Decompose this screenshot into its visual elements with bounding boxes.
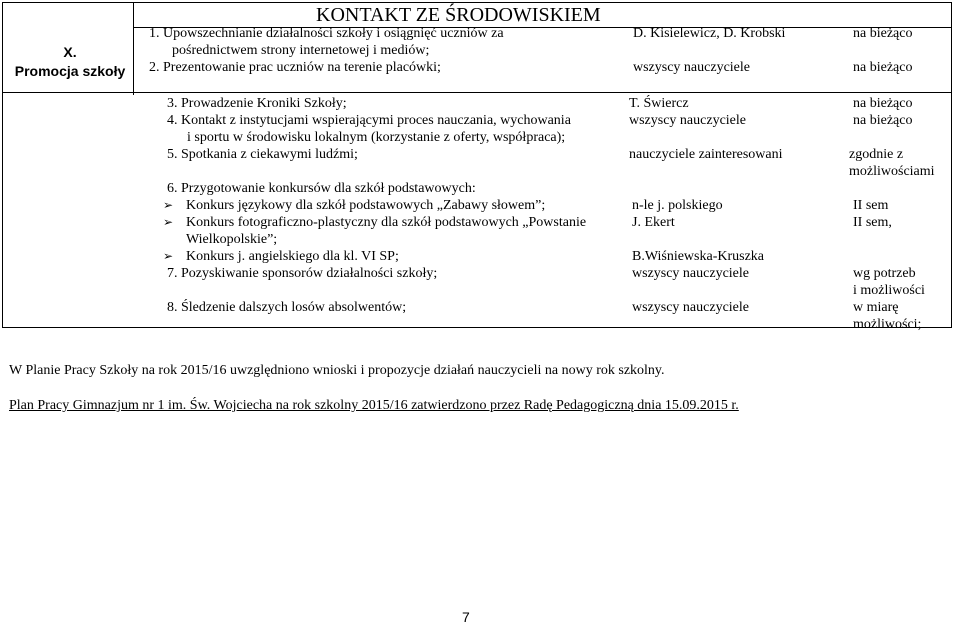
responsible-1: D. Kisielewicz, D. Krobski: [633, 26, 786, 41]
task-6-item-1: [163, 197, 545, 214]
section-number: X.: [63, 44, 77, 60]
task-4-line-1: 4. Kontakt z instytucjami wspierającymi proces nauczania, wychowania: [167, 113, 571, 128]
task-3: 3. Prowadzenie Kroniki Szkoły;: [167, 96, 347, 111]
task-6-heading: 6. Przygotowanie konkursów dla szkół podstawowych:: [167, 181, 476, 196]
task-5: 5. Spotkania z ciekawymi ludźmi;: [167, 147, 358, 162]
section-title-row: [3, 3, 954, 27]
term-3: na bieżąco: [853, 96, 913, 111]
arrow-bullet-icon: ➢: [163, 249, 174, 263]
responsible-6-2: J. Ekert: [632, 215, 675, 230]
task-4-line-2: i sportu w środowisku lokalnym (korzystanie z oferty, współpraca);: [187, 130, 566, 145]
responsible-6-1: n-le j. polskiego: [632, 198, 723, 213]
term-4: na bieżąco: [853, 113, 913, 128]
term-7-line-2: i możliwości: [853, 283, 925, 298]
approval-note: Plan Pracy Gimnazjum nr 1 im. Św. Wojciecha na rok szkolny 2015/16 zatwierdzono przez Radę Pedagogiczną dnia 15.09.2015 r.: [9, 398, 739, 413]
term-8-line-1: w miarę: [853, 300, 899, 315]
task-8: 8. Śledzenie dalszych losów absolwentów;: [167, 300, 407, 315]
term-7-line-1: wg potrzeb: [853, 266, 916, 281]
responsible-4: wszyscy nauczyciele: [629, 113, 746, 128]
term-5-line-2: możliwościami: [849, 164, 935, 179]
responsible-3: T. Świercz: [629, 96, 689, 111]
row-divider: [3, 92, 952, 93]
term-1: na bieżąco: [853, 26, 913, 41]
responsible-7: wszyscy nauczyciele: [632, 266, 749, 281]
task-6-item-2-line-2: Wielkopolskie”;: [186, 232, 278, 247]
task-7: 7. Pozyskiwanie sponsorów działalności szkoły;: [167, 266, 438, 281]
term-5-line-1: zgodnie z: [849, 147, 904, 162]
plan-table: [2, 2, 952, 328]
task-2: 2. Prezentowanie prac uczniów na terenie placówki;: [149, 60, 441, 75]
responsible-8: wszyscy nauczyciele: [632, 300, 749, 315]
term-2: na bieżąco: [853, 60, 913, 75]
task-6-item-3: [163, 248, 399, 265]
task-6-item-3-text: Konkurs j. angielskiego dla kl. VI SP;: [186, 249, 399, 264]
arrow-bullet-icon: ➢: [163, 198, 174, 212]
responsible-6-3: B.Wiśniewska-Kruszka: [632, 249, 765, 264]
task-1-line-2: pośrednictwem strony internetowej i mediów;: [172, 43, 430, 58]
section-label: [5, 27, 135, 93]
responsible-2: wszyscy nauczyciele: [633, 60, 750, 75]
term-8-line-2: możliwości;: [853, 317, 922, 332]
task-1-line-1: 1. Upowszechnianie działalności szkoły i osiągnięć uczniów za: [149, 26, 504, 41]
plan-note: W Planie Pracy Szkoły na rok 2015/16 uwzględniono wnioski i propozycje działań nauczycieli na nowy rok szkolny.: [9, 363, 665, 378]
section-name: Promocja szkoły: [14, 63, 126, 79]
section-title: KONTAKT ZE ŚRODOWISKIEM: [316, 4, 601, 26]
responsible-5: nauczyciele zainteresowani: [629, 147, 783, 162]
task-6-item-2-text: Konkurs fotograficzno-plastyczny dla szkół podstawowych „Powstanie: [186, 215, 587, 230]
page-number: 7: [462, 609, 470, 625]
task-6-item-2: [163, 214, 586, 231]
column-divider: [133, 92, 134, 95]
term-6-1: II sem: [853, 198, 889, 213]
task-6-item-1-text: Konkurs językowy dla szkół podstawowych „Zabawy słowem”;: [186, 198, 546, 213]
arrow-bullet-icon: ➢: [163, 215, 174, 229]
term-6-2: II sem,: [853, 215, 892, 230]
